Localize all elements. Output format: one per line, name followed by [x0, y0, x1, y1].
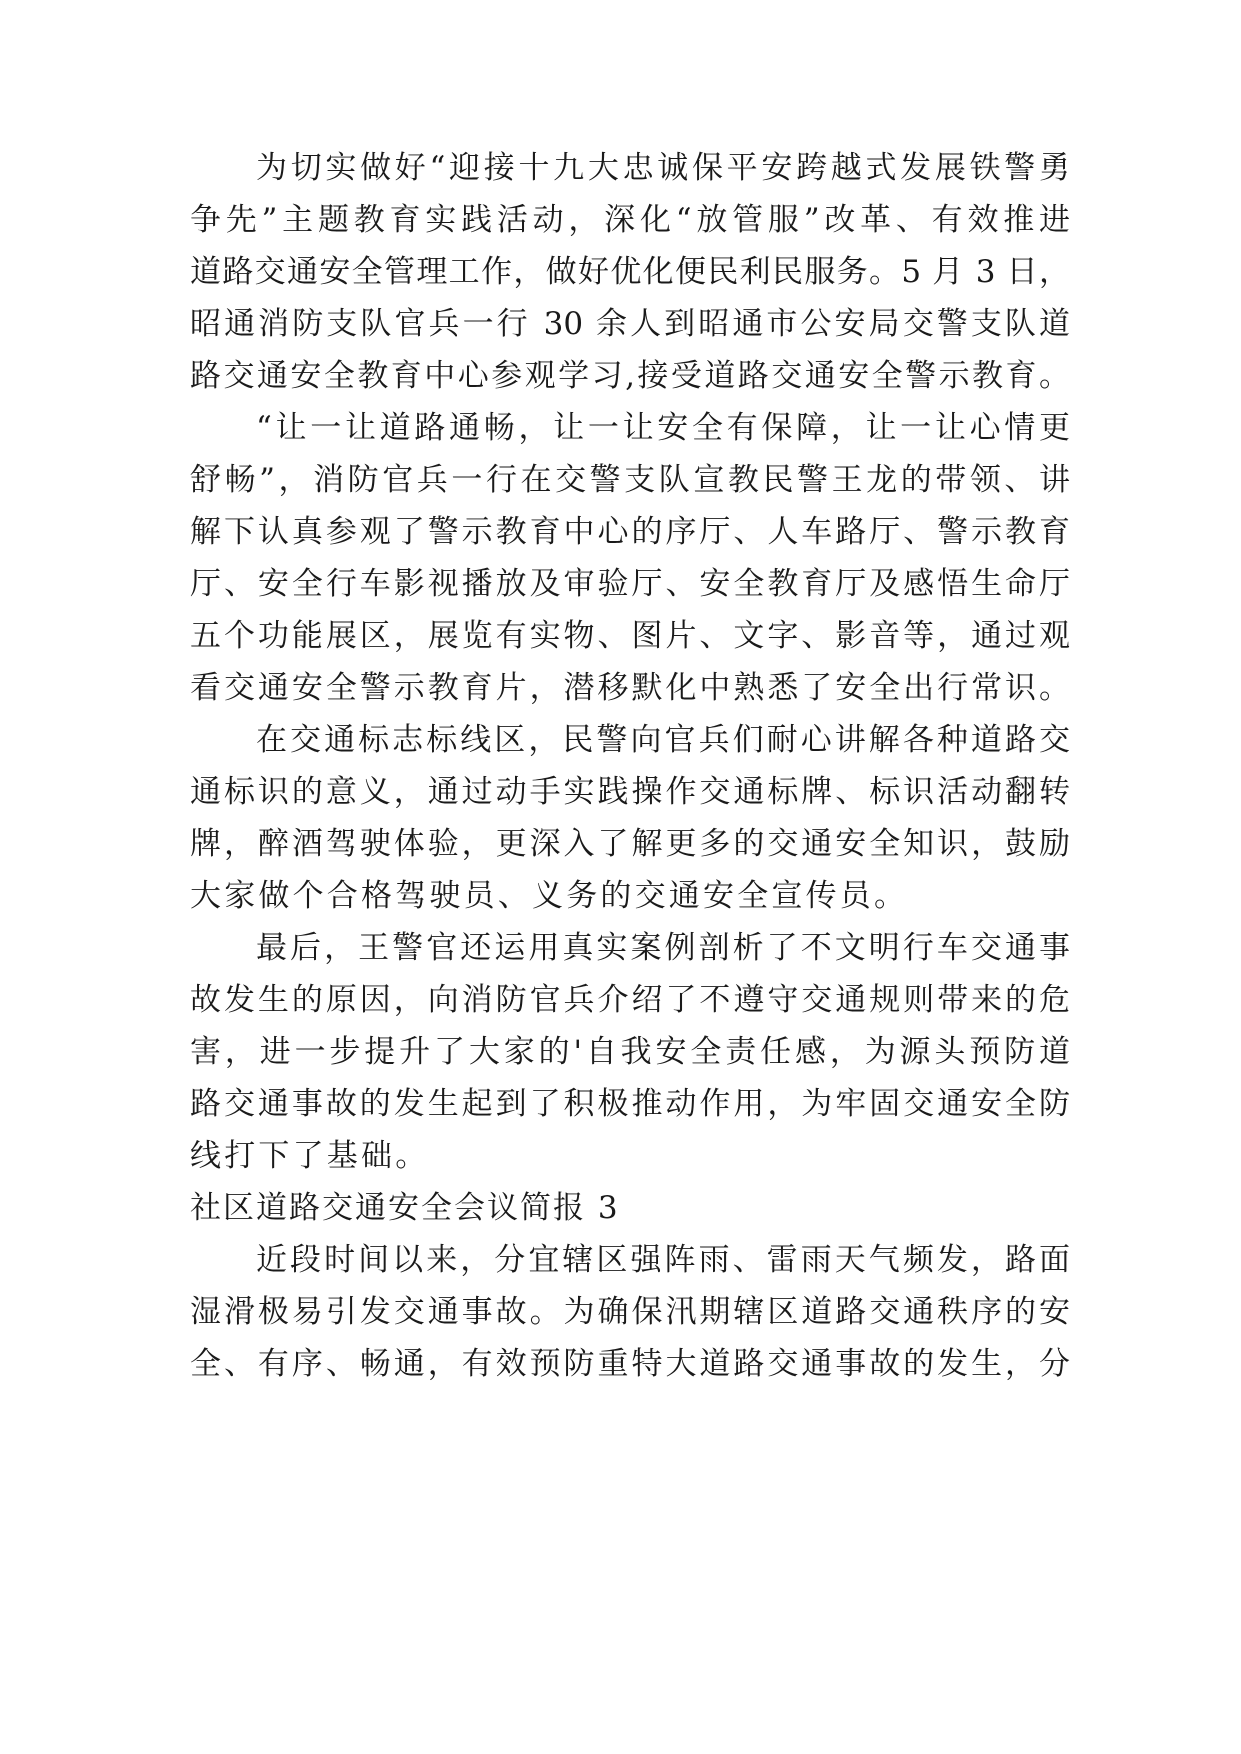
- paragraph-1-line: 路交通安全教育中心参观学习,接受道路交通安全警示教育。: [190, 358, 1070, 394]
- paragraph-1-line: 道路交通安全管理工作，做好优化便民利民服务。5 月 3 日，: [190, 254, 1070, 290]
- paragraph-5-line: 近段时间以来，分宜辖区强阵雨、雷雨天气频发，路面: [256, 1242, 1070, 1278]
- paragraph-4-line: 线打下了基础。: [190, 1138, 430, 1174]
- paragraph-4-line: 故发生的原因，向消防官兵介绍了不遵守交通规则带来的危: [190, 982, 1070, 1018]
- paragraph-5-line: 湿滑极易引发交通事故。为确保汛期辖区道路交通秩序的安: [190, 1294, 1070, 1330]
- paragraph-2-line: 舒畅”，消防官兵一行在交警支队宣教民警王龙的带领、讲: [190, 462, 1070, 498]
- paragraph-3-line: 通标识的意义，通过动手实践操作交通标牌、标识活动翻转: [190, 774, 1070, 810]
- paragraph-3-line: 在交通标志标线区，民警向官兵们耐心讲解各种道路交: [256, 722, 1070, 758]
- paragraph-3-line: 牌，醉酒驾驶体验，更深入了解更多的交通安全知识，鼓励: [190, 826, 1070, 862]
- paragraph-4-line: 害，进一步提升了大家的'自我安全责任感，为源头预防道: [190, 1034, 1070, 1070]
- paragraph-5-line: 全、有序、畅通，有效预防重特大道路交通事故的发生，分: [190, 1346, 1070, 1382]
- paragraph-4-line: 最后，王警官还运用真实案例剖析了不文明行车交通事: [256, 930, 1070, 966]
- section-heading: 社区道路交通安全会议简报 3: [190, 1190, 620, 1226]
- paragraph-2-line: 看交通安全警示教育片，潜移默化中熟悉了安全出行常识。: [190, 670, 1070, 706]
- paragraph-2-line: 五个功能展区，展览有实物、图片、文字、影音等，通过观: [190, 618, 1070, 654]
- paragraph-1-line: 昭通消防支队官兵一行 30 余人到昭通市公安局交警支队道: [190, 306, 1070, 342]
- paragraph-1-line: 争先”主题教育实践活动，深化“放管服”改革、有效推进: [190, 202, 1070, 238]
- paragraph-2-line: 厅、安全行车影视播放及审验厅、安全教育厅及感悟生命厅: [190, 566, 1070, 602]
- paragraph-2-line: “让一让道路通畅，让一让安全有保障，让一让心情更: [256, 410, 1070, 446]
- paragraph-1-line: 为切实做好“迎接十九大忠诚保平安跨越式发展铁警勇: [256, 150, 1070, 186]
- paragraph-4-line: 路交通事故的发生起到了积极推动作用，为牢固交通安全防: [190, 1086, 1070, 1122]
- paragraph-3-line: 大家做个合格驾驶员、义务的交通安全宣传员。: [190, 878, 909, 914]
- paragraph-2-line: 解下认真参观了警示教育中心的序厅、人车路厅、警示教育: [190, 514, 1070, 550]
